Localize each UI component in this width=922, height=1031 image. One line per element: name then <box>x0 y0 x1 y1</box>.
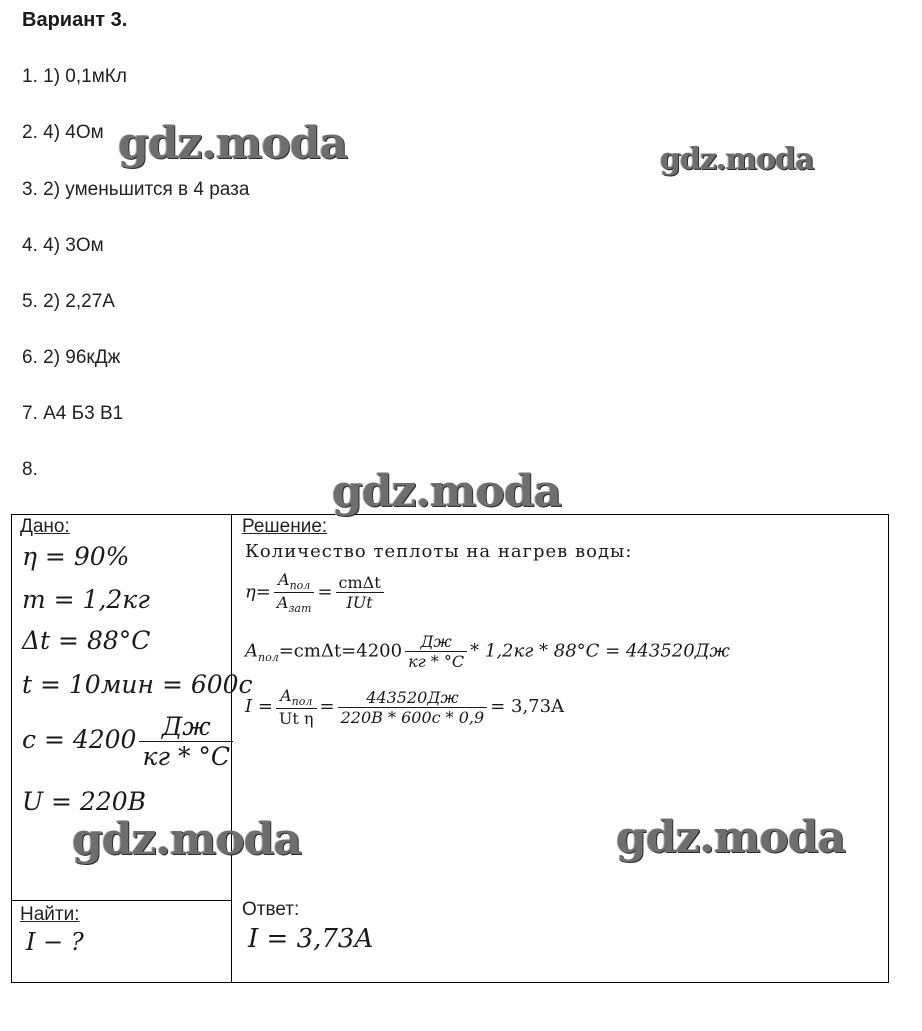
answer-2: 2. 4) 4Ом <box>22 122 104 143</box>
solution-heading: Количество теплоты на нагрев воды: <box>245 541 633 562</box>
f1-lhs: η= <box>245 581 271 603</box>
given-c-denominator: кг * °C <box>142 742 231 771</box>
f3-num1-sub: пол <box>291 695 313 709</box>
f2-den: кг * °C <box>408 652 465 671</box>
f1-den1-sub: зат <box>288 602 312 616</box>
f2-rhs: * 1,2кг * 88°C = 443520Дж <box>470 640 730 662</box>
f2-fraction <box>405 632 467 671</box>
f3-lhs: I = <box>245 696 273 718</box>
watermark-logo: gdz.moda <box>660 142 814 177</box>
f3-den1: Ut η <box>278 709 314 729</box>
f2-lhs: A <box>245 640 258 662</box>
f2-num: Дж <box>405 632 467 652</box>
given-label: Дано: <box>20 516 70 537</box>
answer-7: 7. А4 Б3 В1 <box>22 403 124 424</box>
answer-1: 1. 1) 0,1мКл <box>22 66 127 87</box>
f1-den2: IUt <box>346 593 373 613</box>
given-eta: η = 90% <box>22 542 130 571</box>
formula-useful-work <box>245 632 730 671</box>
watermark-logo: gdz.moda <box>72 814 302 865</box>
f1-den1: A <box>276 593 289 613</box>
table-divider-horizontal <box>11 900 232 901</box>
f3-fraction-2 <box>338 688 488 727</box>
given-c-fraction <box>139 712 233 771</box>
f3-eq: = <box>319 696 335 718</box>
answer-5: 5. 2) 2,27А <box>22 291 115 312</box>
formula-current <box>245 686 564 728</box>
answer-4: 4. 4) 3Ом <box>22 235 104 256</box>
f3-rhs: = 3,73A <box>490 696 565 718</box>
given-mass: m = 1,2кг <box>22 585 150 614</box>
f1-fraction-2 <box>336 573 384 612</box>
given-voltage: U = 220В <box>22 787 146 816</box>
f1-fraction-1 <box>274 570 315 615</box>
f1-eq: = <box>317 581 333 603</box>
f2-lhs-sub: пол <box>258 651 279 665</box>
answer-value: I = 3,73A <box>248 924 374 954</box>
f3-den2: 220В * 600с * 0,9 <box>340 707 485 727</box>
given-time: t = 10мин = 600с <box>22 670 253 699</box>
page-title: Вариант 3. <box>22 9 128 31</box>
f1-num2: cmΔt <box>336 573 384 593</box>
f3-num2: 443520Дж <box>338 688 488 708</box>
f3-num1: A <box>280 686 292 705</box>
formula-efficiency <box>245 570 387 615</box>
watermark-logo: gdz.moda <box>616 812 846 863</box>
answer-6: 6. 2) 96кДж <box>22 347 121 368</box>
watermark-logo: gdz.moda <box>332 466 562 517</box>
given-c-lhs: c = 4200 <box>22 725 137 754</box>
answer-8: 8. <box>22 459 38 480</box>
given-heat-capacity <box>22 712 236 771</box>
watermark-logo: gdz.moda <box>118 118 348 169</box>
answer-label: Ответ: <box>242 899 300 920</box>
find-label: Найти: <box>20 904 80 925</box>
f3-fraction-1 <box>276 686 317 728</box>
f1-num1: A <box>278 570 290 589</box>
f2-mid: =cmΔt=4200 <box>278 640 403 662</box>
solution-label: Решение: <box>242 516 328 537</box>
f1-num1-sub: пол <box>289 579 311 593</box>
given-c-numerator: Дж <box>139 712 233 742</box>
answer-3: 3. 2) уменьшится в 4 раза <box>22 179 250 200</box>
find-value: I − ? <box>26 928 84 956</box>
given-delta-t: Δt = 88°C <box>22 626 151 655</box>
